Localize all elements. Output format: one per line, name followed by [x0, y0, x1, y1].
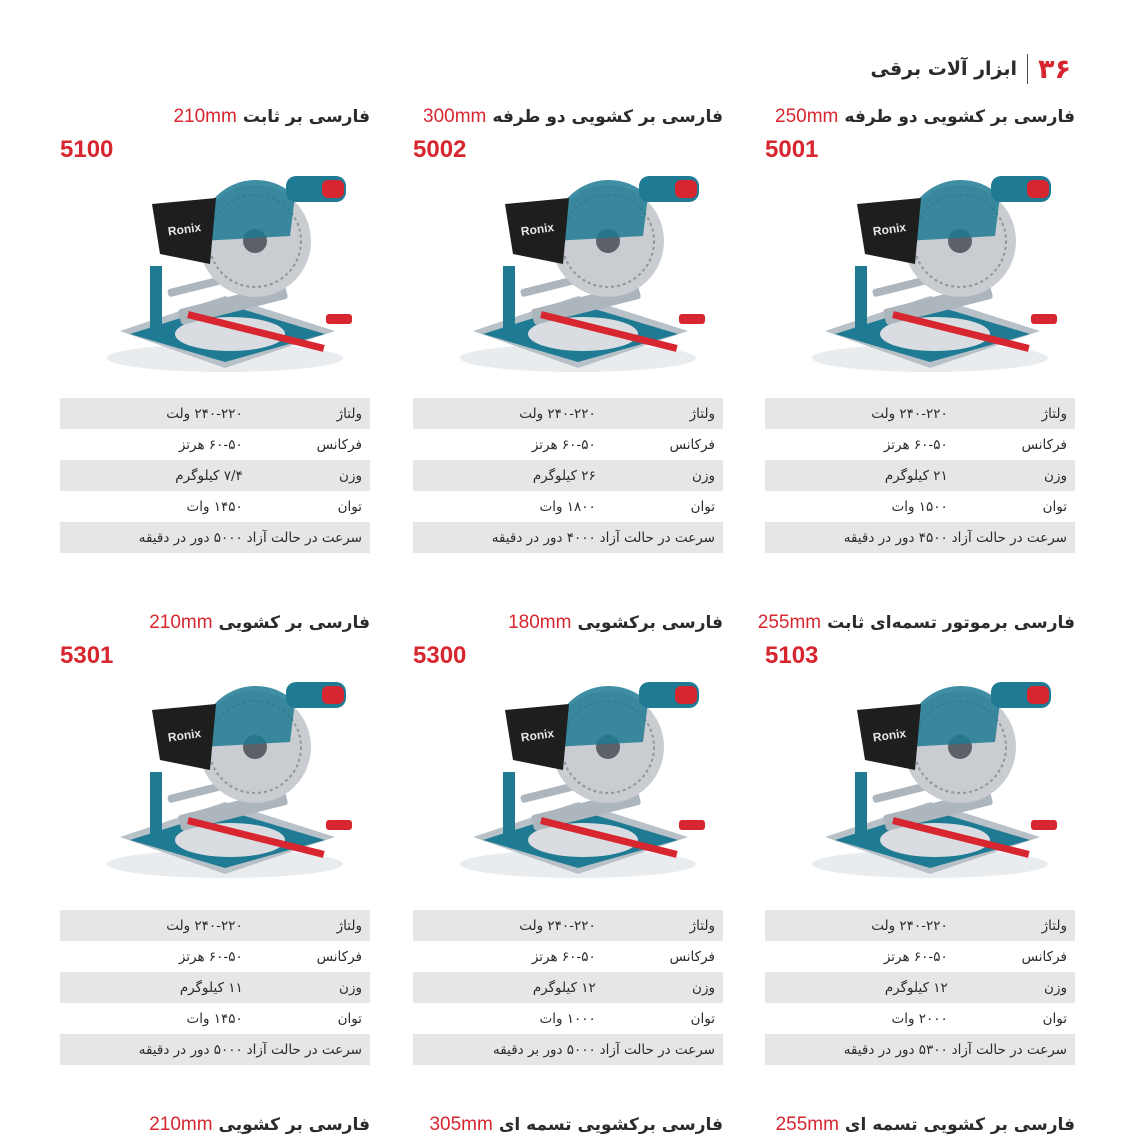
spec-row-power: توان ۲۰۰۰ وات — [891, 1010, 1067, 1027]
spec-row-frequency: فرکانس ۶۰-۵۰ هرتز — [531, 436, 715, 453]
spec-row-speed: سرعت در حالت آزاد ۵۳۰۰ دور در دقیقه — [765, 1034, 1075, 1065]
product-size: 300mm — [423, 106, 487, 127]
spec-row-speed: سرعت در حالت آزاد ۴۵۰۰ دور در دقیقه — [765, 522, 1075, 553]
header-divider — [1027, 54, 1028, 84]
product-size: 180mm — [508, 612, 572, 633]
spec-row-weight: وزن ۱۲ کیلوگرم — [413, 972, 723, 1003]
spec-row-speed: سرعت در حالت آزاد ۴۰۰۰ دور در دقیقه — [413, 522, 723, 553]
miter-saw-icon — [90, 146, 360, 386]
spec-row-speed: سرعت در حالت آزاد ۵۰۰۰ دور در دقیقه — [60, 1034, 370, 1065]
spec-table — [60, 910, 370, 1065]
sliding-miter-saw-icon — [795, 146, 1065, 386]
spec-row-weight: وزن ۱۲ کیلوگرم — [765, 972, 1075, 1003]
page-number: ۳۶ — [1038, 53, 1071, 85]
spec-table — [413, 910, 723, 1065]
spec-table — [765, 398, 1075, 553]
product-title: فارسی بر کشویی تسمه ای255mm — [775, 1114, 1075, 1135]
spec-row-voltage: ولتاژ ۲۴۰-۲۲۰ ولت — [60, 910, 370, 941]
spec-row-weight: وزن ۷/۴ کیلوگرم — [60, 460, 370, 491]
model-number: 5300 — [413, 642, 467, 669]
product-size: 305mm — [429, 1114, 493, 1135]
model-number: 5301 — [60, 642, 114, 669]
model-number: 5100 — [60, 136, 114, 163]
spec-row-power: توان ۱۸۰۰ وات — [539, 498, 715, 515]
spec-row-speed: سرعت در حالت آزاد ۵۰۰۰ دور در دقیقه — [60, 522, 370, 553]
spec-row-voltage: ولتاژ ۲۴۰-۲۲۰ ولت — [413, 910, 723, 941]
spec-row-frequency: فرکانس ۶۰-۵۰ هرتز — [531, 948, 715, 965]
product-size: 250mm — [775, 106, 839, 127]
page-header — [871, 54, 1072, 84]
product-title: فارسی بر کشویی210mm — [149, 612, 370, 633]
product-size: 210mm — [173, 106, 237, 127]
product-size: 255mm — [775, 1114, 839, 1135]
spec-row-frequency: فرکانس ۶۰-۵۰ هرتز — [178, 436, 362, 453]
spec-table — [60, 398, 370, 553]
spec-row-voltage: ولتاژ ۲۴۰-۲۲۰ ولت — [413, 398, 723, 429]
product-title: فارسی برکشویی تسمه ای305mm — [429, 1114, 723, 1135]
spec-row-speed: سرعت در حالت آزاد ۵۰۰۰ دور بر دقیقه — [413, 1034, 723, 1065]
section-title: ابزار آلات برقی — [870, 58, 1018, 80]
product-title: فارسی برکشویی180mm — [508, 612, 723, 633]
spec-row-voltage: ولتاژ ۲۴۰-۲۲۰ ولت — [765, 398, 1075, 429]
spec-row-power: توان ۱۴۵۰ وات — [186, 1010, 362, 1027]
spec-row-power: توان ۱۴۵۰ وات — [186, 498, 362, 515]
spec-row-voltage: ولتاژ ۲۴۰-۲۲۰ ولت — [60, 398, 370, 429]
product-size: 210mm — [149, 1114, 213, 1135]
spec-row-weight: وزن ۲۶ کیلوگرم — [413, 460, 723, 491]
spec-row-frequency: فرکانس ۶۰-۵۰ هرتز — [883, 948, 1067, 965]
spec-row-power: توان ۱۵۰۰ وات — [891, 498, 1067, 515]
sliding-miter-saw-icon — [443, 652, 713, 892]
spec-row-power: توان ۱۰۰۰ وات — [539, 1010, 715, 1027]
spec-row-weight: وزن ۲۱ کیلوگرم — [765, 460, 1075, 491]
product-title: فارسی بر کشویی دو طرفه250mm — [775, 106, 1075, 127]
product-size: 210mm — [149, 612, 213, 633]
model-number: 5002 — [413, 136, 467, 163]
product-title: فارسی بر ثابت210mm — [173, 106, 370, 127]
product-title: فارسی برموتور تسمه‌ای ثابت255mm — [757, 612, 1075, 633]
sliding-miter-saw-icon — [443, 146, 713, 386]
spec-table — [413, 398, 723, 553]
product-size: 255mm — [757, 612, 822, 633]
belt-miter-saw-icon — [795, 652, 1065, 892]
spec-row-voltage: ولتاژ ۲۴۰-۲۲۰ ولت — [765, 910, 1075, 941]
product-title: فارسی بر کشویی210mm — [149, 1114, 370, 1135]
model-number: 5001 — [765, 136, 819, 163]
spec-table — [765, 910, 1075, 1065]
sliding-miter-saw-icon — [90, 652, 360, 892]
product-title: فارسی بر کشویی دو طرفه300mm — [423, 106, 723, 127]
spec-row-frequency: فرکانس ۶۰-۵۰ هرتز — [178, 948, 362, 965]
spec-row-frequency: فرکانس ۶۰-۵۰ هرتز — [883, 436, 1067, 453]
model-number: 5103 — [765, 642, 819, 669]
spec-row-weight: وزن ۱۱ کیلوگرم — [60, 972, 370, 1003]
